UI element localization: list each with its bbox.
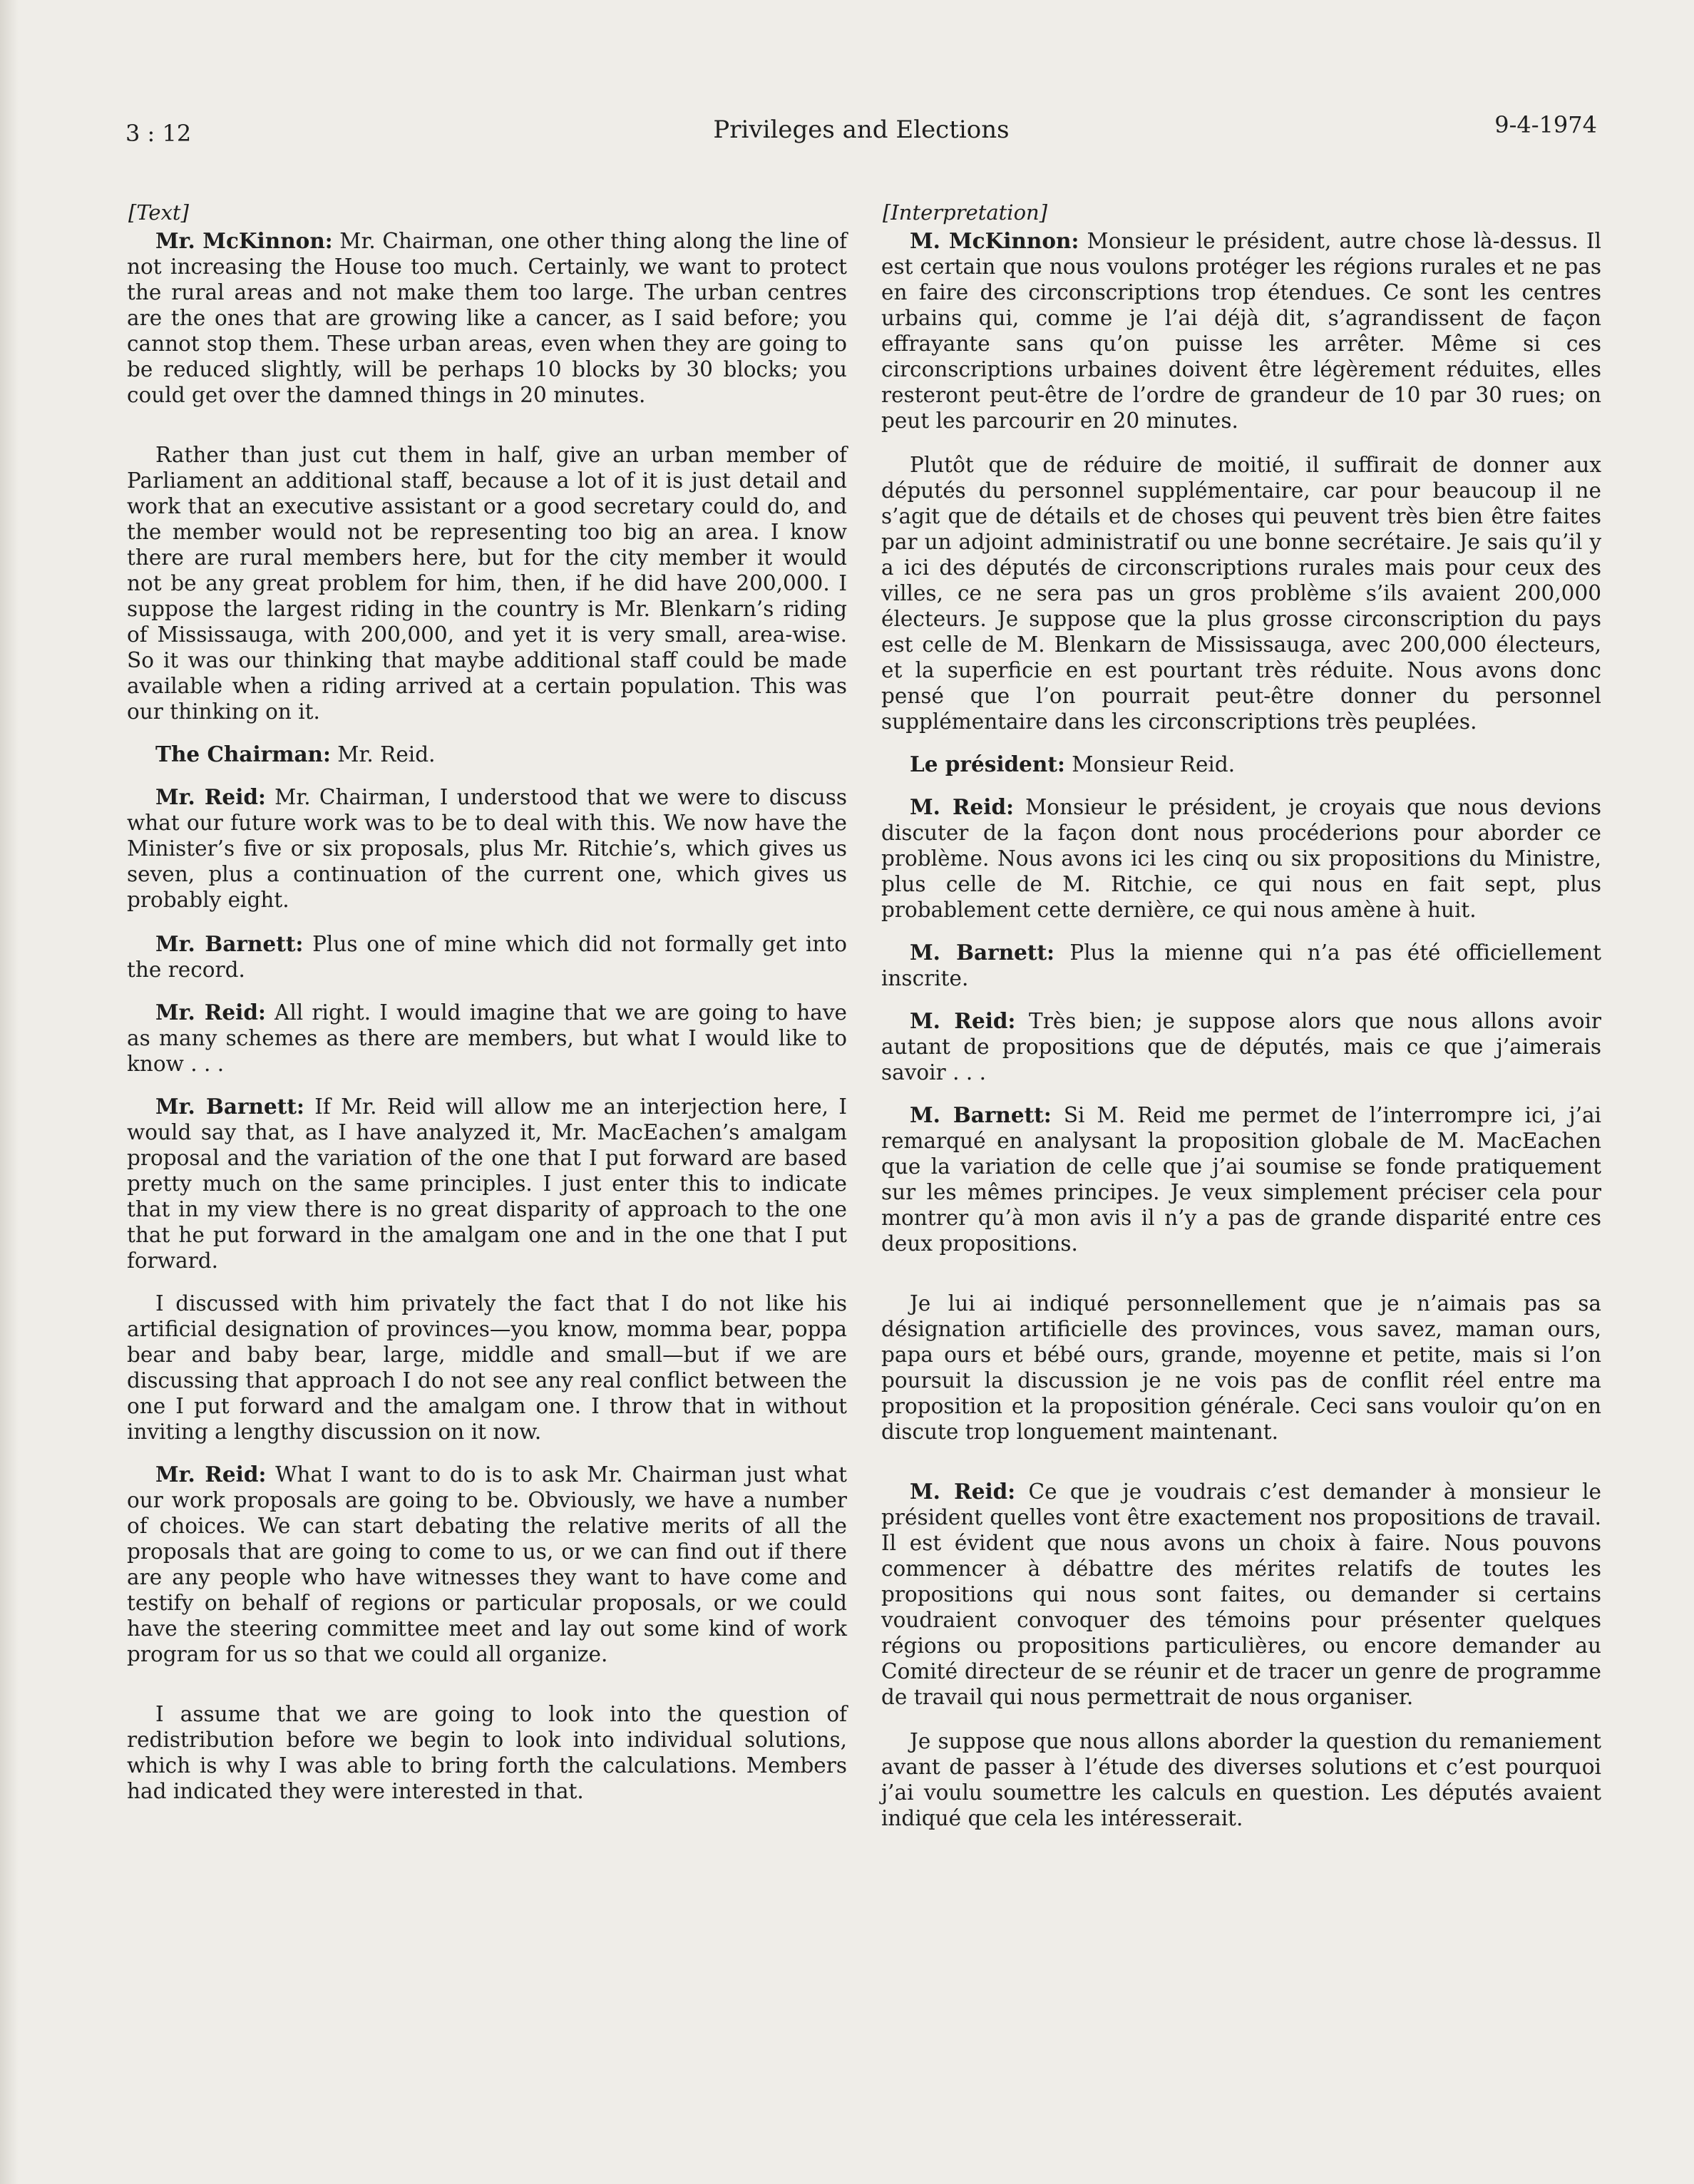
speech-text: Monsieur le président, je croyais que nous devions discuter de la façon dont nous procéderions pour aborder ce problème. Nous avons ici les cinq ou six propositions du Ministre, plus celle de M. Ritchie, ce qui nous en fait sept, plus probablement cette dernière, ce qui nous amène à huit.	[881, 795, 1602, 922]
english-column	[127, 200, 847, 1821]
paragraph	[127, 1094, 847, 1273]
speaker: Mr. McKinnon:	[155, 228, 333, 253]
page-edge-shadow	[0, 0, 19, 2184]
speech-text: Plus one of mine which did not formally get into the record.	[127, 932, 847, 982]
paragraph	[127, 228, 847, 408]
speaker: M. Reid:	[910, 1008, 1016, 1033]
page-date: 9-4-1974	[1494, 111, 1597, 138]
paragraph	[127, 742, 847, 767]
speech-text: Si M. Reid me permet de l’interrompre ici, j’ai remarqué en analysant la proposition globale de M. MacEachen que la variation de celle que j’ai soumise se fonde pratiquement sur les mêmes principes. Je veux simplement préciser cela pour montrer qu’à mon avis il n’y a pas de grande disparité entre ces deux propositions.	[881, 1103, 1601, 1256]
paragraph	[881, 228, 1601, 434]
speech-text: Rather than just cut them in half, give an urban member of Parliament an additional staff, because a lot of it is just detail and work that an executive assistant or a good secretary could do, and the member would not be representing too big an area. I know there are rural members here, but for the city member it would not be any great problem for him, then, if he did have 200,000. I suppose the largest riding in the country is Mr. Blenkarn’s riding of Mississauga, with 200,000, and yet it is very small, area-wise. So it was our thinking that maybe additional staff could be made available when a riding arrived at a certain population. This was our thinking on it.	[127, 443, 847, 724]
speech-text: Mr. Reid.	[330, 742, 436, 767]
paragraph	[881, 452, 1601, 734]
paragraph	[127, 1291, 847, 1445]
speaker: M. Reid:	[910, 1479, 1016, 1504]
speaker: Mr. Barnett:	[155, 1094, 304, 1119]
speaker: The Chairman:	[155, 742, 331, 767]
french-column	[881, 200, 1601, 1848]
page-title: Privileges and Elections	[713, 116, 1010, 144]
paragraph	[881, 1291, 1601, 1445]
speaker: M. McKinnon:	[910, 228, 1079, 253]
speech-text: Monsieur Reid.	[1064, 752, 1236, 776]
paragraph	[127, 442, 847, 724]
speaker: Mr. Reid:	[155, 1462, 267, 1487]
speaker: M. Barnett:	[910, 940, 1055, 965]
paragraph	[881, 940, 1601, 991]
paragraph	[881, 1008, 1601, 1085]
paragraph	[127, 784, 847, 913]
paragraph	[881, 752, 1601, 777]
speech-text: Je lui ai indiqué personnellement que je n’aimais pas sa désignation artificielle des provinces, vous savez, maman ours, papa ours et bébé ours, grande, moyenne et petite, mais si l’on poursuit la discussion je ne vois pas de conflit réel entre ma proposition et la proposition générale. Ceci sans vouloir qu’on en discute trop longuement maintenant.	[881, 1291, 1601, 1444]
speech-text: I assume that we are going to look into the question of redistribution before we begin to look into individual solutions, which is why I was able to bring forth the calculations. Members had indicated they were interested in that.	[127, 1702, 847, 1803]
speech-text: Mr. Chairman, one other thing along the line of not increasing the House too much. Certainly, we want to protect the rural areas and not make them too large. The urban centres are the ones that are growing like a cancer, as I said before; you cannot stop them. These urban areas, even when they are going to be reduced slightly, will be perhaps 10 blocks by 30 blocks; you could get over the damned things in 20 minutes.	[127, 229, 847, 407]
speaker: M. Reid:	[910, 794, 1014, 819]
speech-text: Ce que je voudrais c’est demander à monsieur le président quelles vont être exactement nos propositions de travail. Il est évident que nous avons un choix à faire. Nous pouvons commencer à débattre des mérites relatifs de toutes les propositions qui nous sont faites, ou demander si certains voudraient convoquer des témoins pour présenter quelques régions ou propositions particulières, ou encore demander au Comité directeur de se réunir et de tracer un genre de programme de travail qui nous permettrait de nous organiser.	[881, 1480, 1601, 1709]
paragraph	[881, 794, 1601, 923]
speech-text: All right. I would imagine that we are going to have as many schemes as there are members, but what I would like to know . . .	[127, 1000, 847, 1076]
paragraph	[127, 931, 847, 983]
column-label: [Text]	[128, 200, 189, 225]
speaker: Mr. Reid:	[155, 1000, 266, 1025]
speech-text: Plutôt que de réduire de moitié, il suffirait de donner aux députés du personnel supplémentaire, car pour beaucoup il ne s’agit que de détails et de choses qui peuvent très bien être faites par un adjoint administratif ou une bonne secrétaire. Je sais qu’il y a ici des députés de circonscriptions rurales mais pour ceux des villes, ce ne sera pas un gros problème s’ils avaient 200,000 électeurs. Je suppose que la plus grosse circonscription du pays est celle de M. Blenkarn de Mississauga, avec 200,000 électeurs, et la superficie en est pourtant très réduite. Nous avons donc pensé que l’on pourrait peut-être donner du personnel supplémentaire dans les circonscriptions très peuplées.	[881, 453, 1601, 734]
paragraph	[881, 1479, 1601, 1710]
speech-text: Mr. Chairman, I understood that we were to discuss what our future work was to be to deal with this. We now have the Minister’s five or six proposals, plus Mr. Ritchie’s, which gives us seven, plus a continuation of the current one, which gives us probably eight.	[127, 785, 847, 912]
column-label: [Interpretation]	[883, 200, 1048, 225]
speech-text: Plus la mienne qui n’a pas été officiellement inscrite.	[881, 940, 1601, 990]
paragraph	[127, 1701, 847, 1804]
paragraph	[127, 1462, 847, 1667]
speaker: Le président:	[910, 752, 1065, 776]
speech-text: Très bien; je suppose alors que nous allons avoir autant de propositions que de députés, mais ce que j’aimerais savoir . . .	[881, 1009, 1601, 1085]
speech-text: What I want to do is to ask Mr. Chairman just what our work proposals are going to be. Obviously, we have a number of choices. We can start debating the relative merits of all the proposals that are going to come to us, or we can find out if there are any people who have witnesses they want to have come and testify on behalf of regions or particular proposals, or we could have the steering committee meet and lay out some kind of work program for us so that we could all organize.	[127, 1462, 847, 1666]
speaker: Mr. Barnett:	[155, 931, 304, 956]
paragraph	[127, 1000, 847, 1077]
page-header	[125, 106, 1597, 148]
speaker: Mr. Reid:	[155, 784, 266, 809]
speech-text: Monsieur le président, autre chose là-dessus. Il est certain que nous voulons protéger les régions rurales et ne pas en faire des circonscriptions trop étendues. Ce sont les centres urbains qui, comme je l’ai déjà dit, s’agrandissent de façon effrayante sans qu’on puisse les arrêter. Même si ces circonscriptions urbaines doivent être légèrement réduites, elles resteront peut-être de l’ordre de grandeur de 10 par 30 rues; on peut les parcourir en 20 minutes.	[881, 229, 1601, 433]
paragraph	[881, 1728, 1601, 1831]
speech-text: I discussed with him privately the fact that I do not like his artificial designation of provinces—you know, momma bear, poppa bear and baby bear, large, middle and small—but if we are discussing that approach I do not see any real conflict between the one I put forward and the amalgam one. I throw that in without inviting a lengthy discussion on it now.	[127, 1291, 847, 1444]
page-number: 3 : 12	[125, 120, 192, 147]
speaker: M. Barnett:	[910, 1102, 1052, 1127]
speech-text: If Mr. Reid will allow me an interjection here, I would say that, as I have analyzed it, Mr. MacEachen’s amalgam proposal and the variation of the one that I put forward are based pretty much on the same principles. I just enter this to indicate that in my view there is no great disparity of approach to the one that he put forward in the amalgam one and in the one that I put forward.	[127, 1094, 847, 1273]
speech-text: Je suppose que nous allons aborder la question du remaniement avant de passer à l’étude des diverses solutions et c’est pourquoi j’ai voulu soumettre les calculs en question. Les députés avaient indiqué que cela les intéresserait.	[881, 1729, 1601, 1830]
paragraph	[881, 1102, 1601, 1256]
